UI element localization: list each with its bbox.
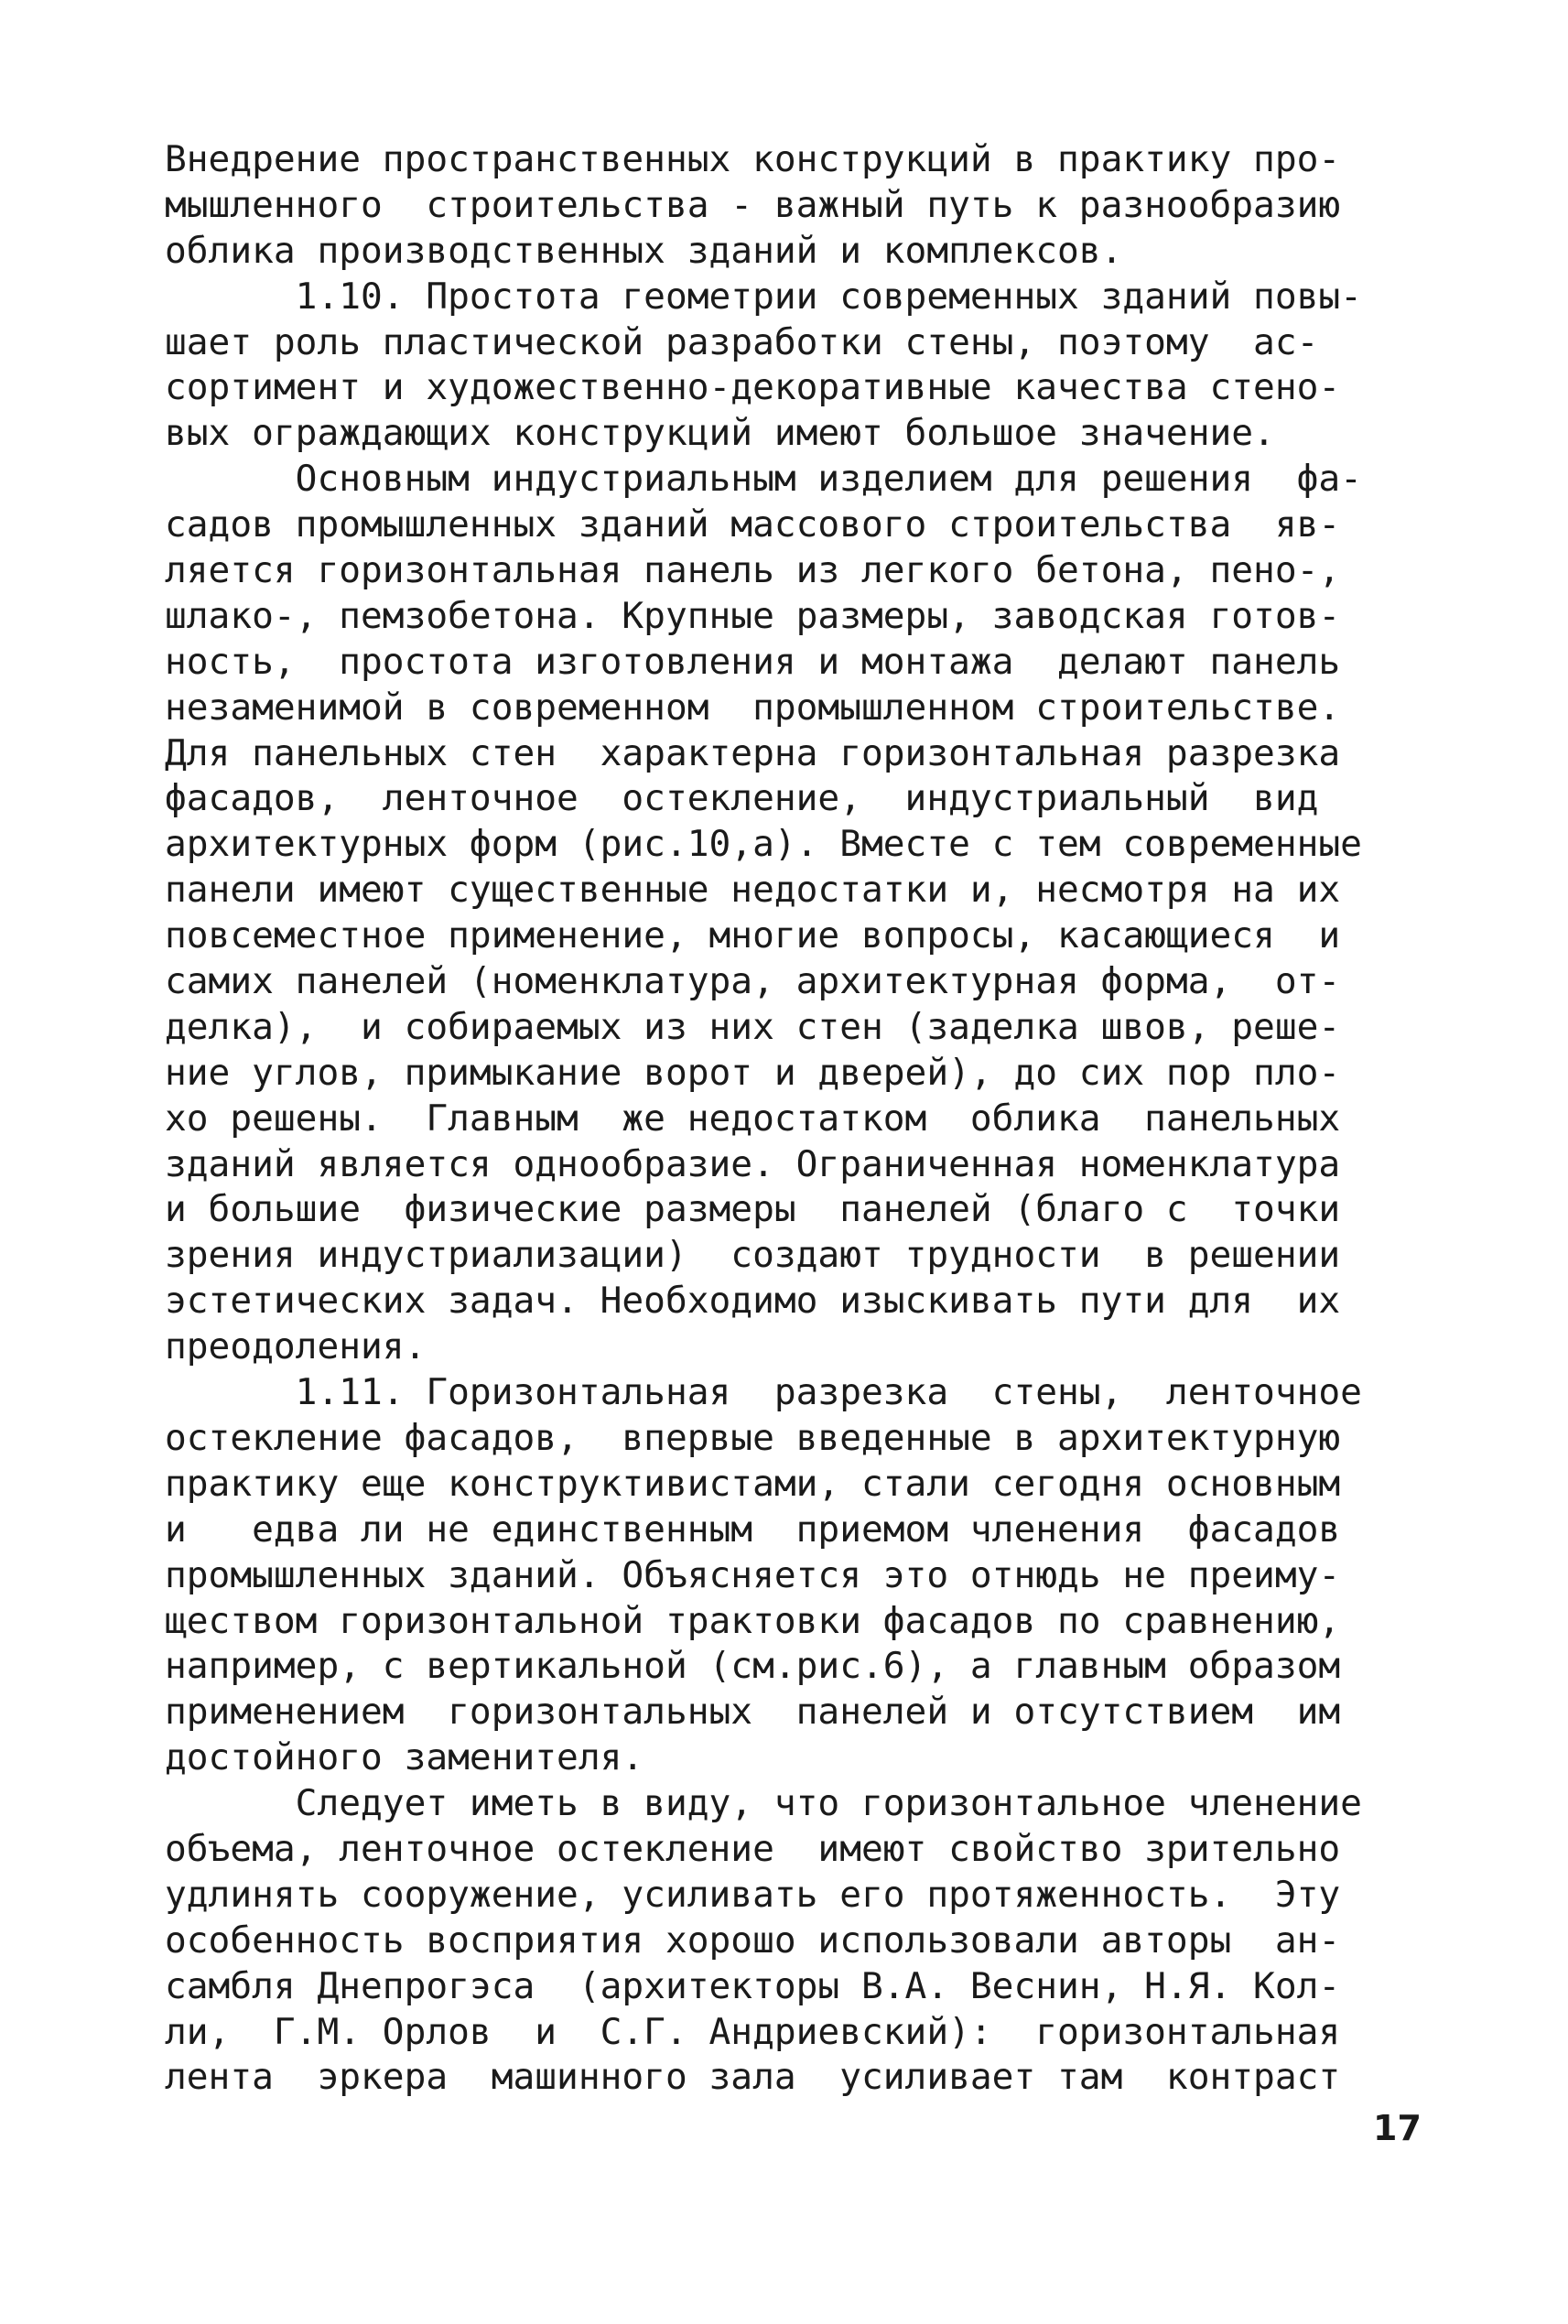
- page-body: [165, 137, 1423, 2101]
- text-line: и большие физические размеры панелей (благо с точки: [165, 1188, 1341, 1231]
- text-line: Внедрение пространственных конструкций в практику про-: [165, 138, 1341, 180]
- text-line: удлинять сооружение, усиливать его протяженность. Эту: [165, 1873, 1341, 1916]
- text-line: незаменимой в современном промышленном строительстве.: [165, 686, 1341, 729]
- text-line: 1.10. Простота геометрии современных зданий повы-: [165, 275, 1362, 318]
- text-line: ляется горизонтальная панель из легкого бетона, пено-,: [165, 549, 1341, 592]
- text-line: Основным индустриальным изделием для решения фа-: [165, 458, 1362, 501]
- text-line: и едва ли не единственным приемом членения фасадов: [165, 1508, 1341, 1551]
- text-line: сортимент и художественно-декоративные качества стено-: [165, 366, 1341, 409]
- text-line: мышленного строительства - важный путь к разнообразию: [165, 183, 1341, 226]
- text-line: например, с вертикальной (см.рис.6), а главным образом: [165, 1645, 1341, 1688]
- text-line: остекление фасадов, впервые введенные в архитектурную: [165, 1416, 1341, 1459]
- page-number: 17: [1373, 2108, 1422, 2148]
- text-line: применением горизонтальных панелей и отсутствием им: [165, 1691, 1341, 1734]
- text-line: зданий является однообразие. Ограниченная номенклатура: [165, 1142, 1341, 1185]
- text-line: зрения индустриализации) создают трудности в решении: [165, 1234, 1341, 1277]
- text-line: особенность восприятия хорошо использовали авторы ан-: [165, 1919, 1341, 1962]
- text-line: достойного заменителя.: [165, 1736, 644, 1779]
- text-line: эстетических задач. Необходимо изыскивать пути для их: [165, 1280, 1341, 1323]
- text-line: преодоления.: [165, 1325, 427, 1368]
- text-line: 1.11. Горизонтальная разрезка стены, ленточное: [165, 1371, 1362, 1414]
- text-line: ли, Г.М. Орлов и С.Г. Андриевский): горизонтальная: [165, 2010, 1341, 2053]
- text-line: ние углов, примыкание ворот и дверей), до сих пор пло-: [165, 1051, 1341, 1094]
- text-line: делка), и собираемых из них стен (заделка швов, реше-: [165, 1005, 1341, 1048]
- text-line: ществом горизонтальной трактовки фасадов по сравнению,: [165, 1599, 1341, 1642]
- text-line: самбля Днепрогэса (архитекторы В.А. Веснин, Н.Я. Кол-: [165, 1964, 1341, 2007]
- text-line: промышленных зданий. Объясняется это отнюдь не преиму-: [165, 1553, 1341, 1596]
- text-line: фасадов, ленточное остекление, индустриальный вид: [165, 777, 1319, 820]
- text-line: садов промышленных зданий массового строительства яв-: [165, 503, 1341, 546]
- text-line: хо решены. Главным же недостатком облика панельных: [165, 1097, 1341, 1140]
- text-line: вых ограждающих конструкций имеют большое значение.: [165, 412, 1275, 455]
- text-line: шает роль пластической разработки стены, поэтому ас-: [165, 320, 1319, 363]
- text-line: облика производственных зданий и комплексов.: [165, 229, 1123, 272]
- text-line: шлако-, пемзобетона. Крупные размеры, заводская готов-: [165, 594, 1341, 637]
- text-line: практику еще конструктивистами, стали сегодня основным: [165, 1462, 1341, 1505]
- text-line: Для панельных стен характерна горизонтальная разрезка: [165, 731, 1341, 774]
- text-line: самих панелей (номенклатура, архитектурная форма, от-: [165, 960, 1341, 1003]
- text-line: ность, простота изготовления и монтажа делают панель: [165, 640, 1341, 683]
- text-line: панели имеют существенные недостатки и, несмотря на их: [165, 869, 1341, 912]
- text-line: лента эркера машинного зала усиливает там контраст: [165, 2056, 1341, 2099]
- text-line: Следует иметь в виду, что горизонтальное членение: [165, 1782, 1362, 1825]
- text-line: повсеместное применение, многие вопросы, касающиеся и: [165, 914, 1341, 957]
- text-line: объема, ленточное остекление имеют свойство зрительно: [165, 1827, 1341, 1870]
- text-line: архитектурных форм (рис.10,а). Вместе с тем современные: [165, 823, 1362, 866]
